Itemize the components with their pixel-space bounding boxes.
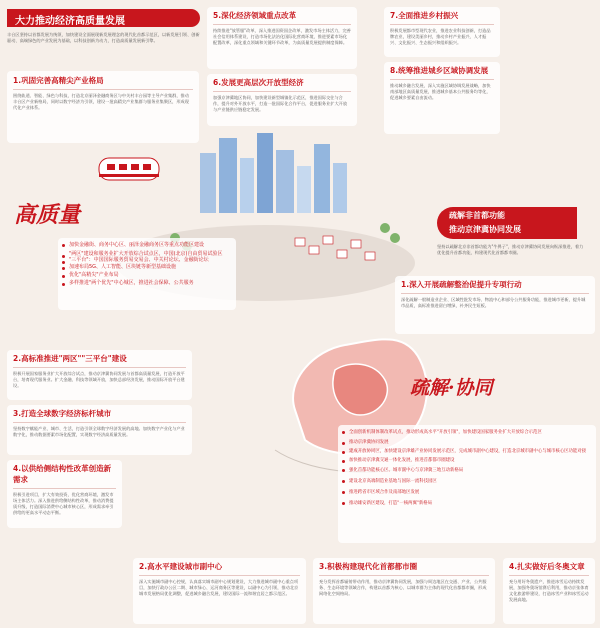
section-7-title: 7.全面推进乡村振兴: [390, 11, 459, 20]
sj-item-4: 加快推动京津冀交通一体化发展，推进首都都市圈建设: [342, 456, 592, 465]
bottom-section-4-title: 4.扎实做好后冬奥文章: [509, 562, 585, 571]
section-5-title: 5.深化经济领域重点改革: [213, 11, 297, 20]
section-7-card: [384, 7, 500, 57]
shujie-intro: 坚持以疏解北京非首都功能为"牛鼻子"，推动京津冀协同发展向纵深推进，着力优化提升首都功能，构建现代化首都都市圈。: [437, 244, 584, 255]
shujie-list-card: [338, 425, 596, 543]
skyscrapers-icon: [200, 133, 347, 213]
sj-item-1: 全面创新机制体制改革试点，推动形成高水平"开放引领"，加快建设国家服务业扩大开放综合示范区: [342, 427, 592, 438]
sj-item-5: 强化首都功能核心区、城市副中心与京津冀三地互动新格局: [342, 465, 592, 476]
sj-item-7: 推进跨省市区域合作及南部地区发展: [342, 487, 592, 498]
section-3-title: 3.打造全球数字经济标杆城市: [13, 409, 112, 418]
section-4-body: 积极引进项目，扩大有效投资，优化营商环境，激发市场主体活力。深入推进供给侧结构性改革，推动消费提质升级，打造国际消费中心城市核心区，形成需求牵引供给的更高水平动态平衡。: [13, 492, 114, 515]
section-1-title: 1.巩固完善高精尖产业格局: [13, 76, 104, 85]
section-3-body: 坚持数字赋能产业、城市、生活，打造引领全球数字经济发展的高地。加快数字产业化与产业数字化，推动数据要素市场化配置，实现数字经济高质量发展。: [13, 426, 185, 437]
bottom-section-4-body: 充分用好冬奥遗产，推进冰雪运动持续发展，加强冬奥场馆赛后利用，推动京张体育文化旅游带建设，打造冰雪产业和冰雪运动发展高地。: [509, 579, 589, 602]
bottom-section-3-card: [313, 558, 495, 624]
section-1-body: 围绕轨道、智能、绿色与科技，打造北京丽泽金融商务区与中关村丰台园等主导产业集群，推动丰台区产业新格局，同时以数字经济为引领，建设一批高精尖产业集群与服务业集聚区，形成现代化产业体系。: [13, 93, 189, 110]
bottom-section-2-title: 2.高水平建设城市副中心: [139, 562, 223, 571]
bottom-section-3-body: 充分发挥首都辐射带动作用，推动京津冀协同发展，加强与周边地区在交通、产业、公共服务、生态环境等领域合作，构建以首都为核心、以城市群为主体的现代化首都都市圈，形成网络化空间格局。: [319, 579, 487, 596]
high-quality-label: 高质量: [14, 202, 81, 228]
section-7-body: 积极发展都市型现代农业，推进农业科技创新，打造品牌农业，建设美丽乡村，推动乡村产业振兴、人才振兴、文化振兴、生态振兴和组织振兴。: [390, 28, 491, 45]
section-8-title: 8.统筹推进城乡区域协调发展: [390, 66, 489, 75]
bottom-section-2-body: 深入实施城市副中心控规，认真落实城市副中心规划建设，大力推进城市副中心重点项目，加快行政办公区二期、城市绿心、运河商务区等建设，以副中心为引领，推动北京城市发展格局优化调整，促进城乡融合发展，建设国际一流和谐宜居之都示范区。: [139, 579, 299, 596]
section-4-title: 4.以供给侧结构性改革创造新需求: [13, 464, 112, 484]
section-4-card: [7, 460, 122, 528]
sj-item-2: 推动京津冀协同发展: [342, 438, 592, 447]
shujie-heading: [437, 207, 577, 239]
section-2-card: [7, 350, 192, 400]
section-5-body: 持续推进"放管服"改革，深入推进国资国企改革，激发市场主体活力，完善社会信用体系建设，打造市场化法治化国际化营商环境，推进要素市场化配置改革，深化重点领域和关键环节改革，为高质量发展提供制度保障。: [213, 28, 351, 45]
section-5-card: [207, 7, 357, 69]
shujie-label: 疏解·协同: [410, 377, 493, 399]
sj-item-3: 建成开放协同区，加快建设京津雄产业协同发展示范区，完成城市副中心建设，打造北京城市副中心与城市核心区功能对接: [342, 447, 592, 456]
header-intro: 丰台区坚持以首都发展为统领，加快建设全面展现新发展理念的现代化首都示范区，以新发展引领、创新驱动、高端绿色的产业发展为基础，以科技创新为动力，打造高质量发展新引擎。: [7, 32, 200, 43]
train-icon: [99, 158, 159, 180]
shujie-sub-title: 1.深入开展疏解整治促提升专项行动: [401, 280, 522, 289]
section-6-title: 6.发展更高层次开放型经济: [213, 78, 304, 87]
sj-item-8: 推动雄安新区建设，打造"一核两翼"新格局: [342, 498, 592, 509]
hq-item-6: 多样推进"两个优先"中心城区，推进社会保障、公共服务: [62, 279, 232, 287]
bottom-section-2-card: [133, 558, 306, 624]
page-header: [7, 9, 200, 27]
section-2-body: 积极开展国家服务业扩大开放综合试点，推动京津冀协同发展与首都高质量发展，打造开放平台，培育现代服务业。扩大金融、科技等领域开放，加快总部经济发展，推动国际开放平台建设。: [13, 371, 185, 388]
hq-item-2: "两区"建设和服务业扩大开放综合试点区，中国(北京)自由贸易试验区: [62, 251, 232, 257]
hq-item-4: 加速布局5G、人工智能、区块链等新型基础设施: [62, 263, 232, 271]
high-quality-card: [58, 238, 236, 310]
section-6-card: [207, 74, 357, 126]
bottom-section-3-title: 3.积极构建现代化首都都市圈: [319, 562, 418, 571]
sj-item-6: 建设北京高端制造业基地与国际一流科技园区: [342, 476, 592, 487]
bottom-section-4-card: [503, 558, 595, 624]
hq-item-5: 优化"高精尖"产业布局: [62, 271, 232, 279]
shujie-heading-line2: 推动京津冀协同发展: [449, 225, 521, 234]
shujie-heading-line1: 疏解非首都功能: [449, 211, 505, 220]
section-6-body: 加强京津冀地区协同，加快建设新型城镇化示范区，推进国际交往与合作，提升对外开放水平，打造一批国际化合作平台，促进服务业扩大开放与产业链供应链稳定发展。: [213, 95, 348, 112]
section-2-title: 2.高标准推进"两区""三平台"建设: [13, 354, 127, 363]
section-8-body: 推动城乡融合发展，深入实施区域协调发展战略，加快南部地区高质量发展，推进城乡基本公共服务均等化，促进城乡要素自由流动。: [390, 83, 491, 100]
section-8-card: [384, 62, 500, 134]
section-3-card: [7, 405, 192, 455]
hq-item-3: "三平台"：中国国际服务贸易交易会、中关村论坛、金融街论坛: [62, 257, 232, 263]
hq-item-1: 加快金融街、商务中心区、丽泽金融商务区等重点功能区建设: [62, 240, 232, 251]
shujie-sub-body: 深化疏解一般制造业企业、区域性批发市场、物流中心和部分公共服务功能，推进城市更新，提升城市品质，高标准推进留白增绿，补齐民生短板。: [401, 297, 586, 308]
page-title: 大力推动经济高质量发展: [15, 16, 125, 27]
